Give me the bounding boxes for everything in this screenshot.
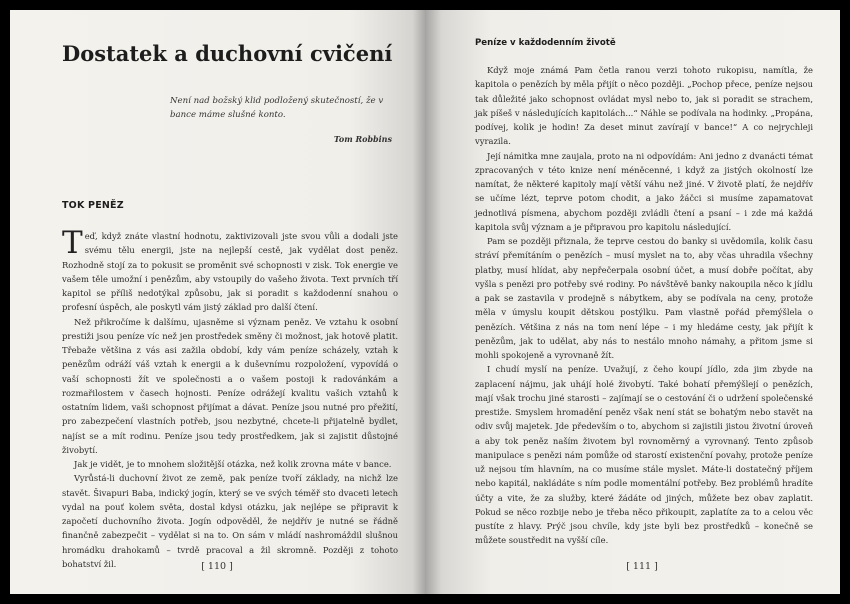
- epigraph-author: Tom Robbins: [333, 134, 392, 144]
- section-heading: TOK PENĚZ: [62, 200, 124, 211]
- book-spread: [10, 10, 840, 594]
- chapter-title: Dostatek a duchovní cvičení: [62, 41, 393, 66]
- left-body-text: [62, 225, 398, 571]
- paragraph: Pam se později přiznala, že teprve cestou do banky si uvědomila, kolik času stráví přemítáním o penězích – musí myslet na to, aby včas uhradila všechny platby, musí hlídat, aby nepřečerpala osobní účet, a musí dobře počítat, aby vyšla s penězi pro potřeby své rodiny. Po návštěvě banky nakoupila něco k jídlu a pak se zastavila v prodejně s nábytkem, aby se podívala na ceny, protože měla v úmyslu koupit dětskou postýlku. Pam vlastně pořád přemýšlela o penězích. Většina z nás na tom není lépe – i my hledáme cesty, jak přijít k penězům, jak to udělat, aby nás to nestálo mnoho námahy, a přitom jsme si mohli spokojeně a vyrovnaně žít.: [475, 236, 813, 360]
- right-page: [425, 10, 840, 594]
- paragraph: Její námitka mne zaujala, proto na ni odpovídám: Ani jedno z dvanácti témat zpracovaných v této knize není méněcenné, i když za jistých okolností lze namítat, že některé kapitoly mají větší váhu než jiné. V životě platí, že nejdřív se učíme lézt, teprve potom chodit, a jako žáčci si musíme zapamatovat jednotlivá písmena, abychom později zvládli čtení a psaní – i zde má každá kapitola svůj význam a je připravou pro kapitolu následující.: [475, 150, 813, 232]
- page-number: [ 111 ]: [626, 561, 658, 572]
- paragraph-text: eď, když znáte vlastní hodnotu, zaktivizovali jste svou vůli a dodali jste svému tělu energii, jste na nejlepší cestě, jak vydělat dost peněz. Rozhodně stojí za to pokusit se proměnit své schopnosti v zisk. Tok energie ve vašem těle umožní i penězům, aby vstoupily do vašeho života. Text prvních tří kapitol se příliš nedotýkal způsobu, jak si poradit s každodenní snahou o profesní úspěch, ale poskytl vám jistý základ pro další čtení.: [62, 231, 398, 313]
- left-page: [10, 10, 425, 594]
- paragraph: Vyrůstá-li duchovní život ze země, pak peníze tvoří základy, na nichž lze stavět. Šivapuri Baba, indický jogín, který se ve svých téměř sto dvaceti letech vydal na pouť kolem světa, dostal kdysi otázku, jak nejlépe se připravit k započetí duchovního života. Jogín odpověděl, že nejdřív je nutné se řádně finančně zabezpečit – vydělat si na to. On sám v mládí nashromáždil slušnou hromádku drahokamů – tvrdě pracoval a žil skromně. Později z tohoto bohatství žil.: [62, 473, 398, 569]
- paragraph: Než přikročíme k dalšímu, ujasněme si význam peněz. Ve vztahu k osobní prestiži jsou peníze víc než jen prostředek směny či možnost, jak hotově platit. Třebaže většina z vás asi zažila období, kdy vám peníze scházely, vztah k penězům odráží váš vztah k energii a k duševnímu rozpoložení, vypovídá o vaší schopnosti žít ve společnosti a o vašem postoji k radovánkám a rozmařilostem v časech hojnosti. Peníze odrážejí kvalitu vašich vztahů k ostatním lidem, vaši schopnost přijímat a dávat. Peníze jsou nutné pro přežití, pro zabezpečení vlastních potřeb, jsou nezbytné, chcete-li přijatelně bydlet, najíst se a mít rodinu. Peníze jsou tedy prostředkem, jak si zajistit důstojné živobytí.: [62, 316, 398, 455]
- paragraph: [62, 225, 398, 315]
- drop-cap: T: [62, 225, 83, 261]
- running-head: Peníze v každodenním životě: [475, 38, 616, 48]
- paragraph: I chudí myslí na peníze. Uvažují, z čeho koupí jídlo, zda jim zbyde na zaplacení nájmu, jak uhájí holé živobytí. Také bohatí přemýšlejí o penězích, mají však trochu jiné starosti – zajímají se o cestování či o udržení společenské prestiže. Smyslem hromadění peněz však není stát se bohatým nebo stavět na odiv svůj majetek. Jde především o to, abychom si zajistili jistou životní úroveň a aby tok peněz naším životem byl rovnoměrný a vyrovnaný. Tento způsob manipulace s penězi nám pomůže od starostí existenční povahy, protože peníze už nejsou tím hlavním, na co musíme stále myslet. Máte-li dostatečný příjem nebo kapitál, nakládáte s ním podle momentální potřeby. Bez problémů hradíte účty a vite, že za služby, které žádáte od jiných, můžete bez obav zaplatit. Pokud se něco rozbije nebo je třeba něco přikoupit, zaplatíte za to a celou věc pustíte z hlavy. Prýč jsou chvíle, kdy jste byli bez prostředků – konečně se můžete soustředit na vyšší cíle.: [475, 364, 813, 546]
- paragraph: Když moje známá Pam četla ranou verzi tohoto rukopisu, namítla, že kapitola o penězích by měla přijít o něco později. „Pochop přece, peníze nejsou tak důležité jako schopnost ovládat mysl nebo to, jak si poradit se strachem, jak píšeš v následujících kapitolách...“ Náhle se podívala na hodinky. „Propána, podívej, kolik je hodin! Za deset minut zavírají v bance!“ A co nejrychleji vyrazila.: [475, 65, 813, 147]
- epigraph-text: Není nad božský klid podložený skutečností, že v bance máme slušné konto.: [170, 96, 384, 120]
- page-number: [ 110 ]: [201, 561, 233, 572]
- paragraph: Jak je vidět, je to mnohem složitější otázka, než kolik zrovna máte v bance.: [74, 459, 392, 469]
- right-body-text: [475, 63, 813, 548]
